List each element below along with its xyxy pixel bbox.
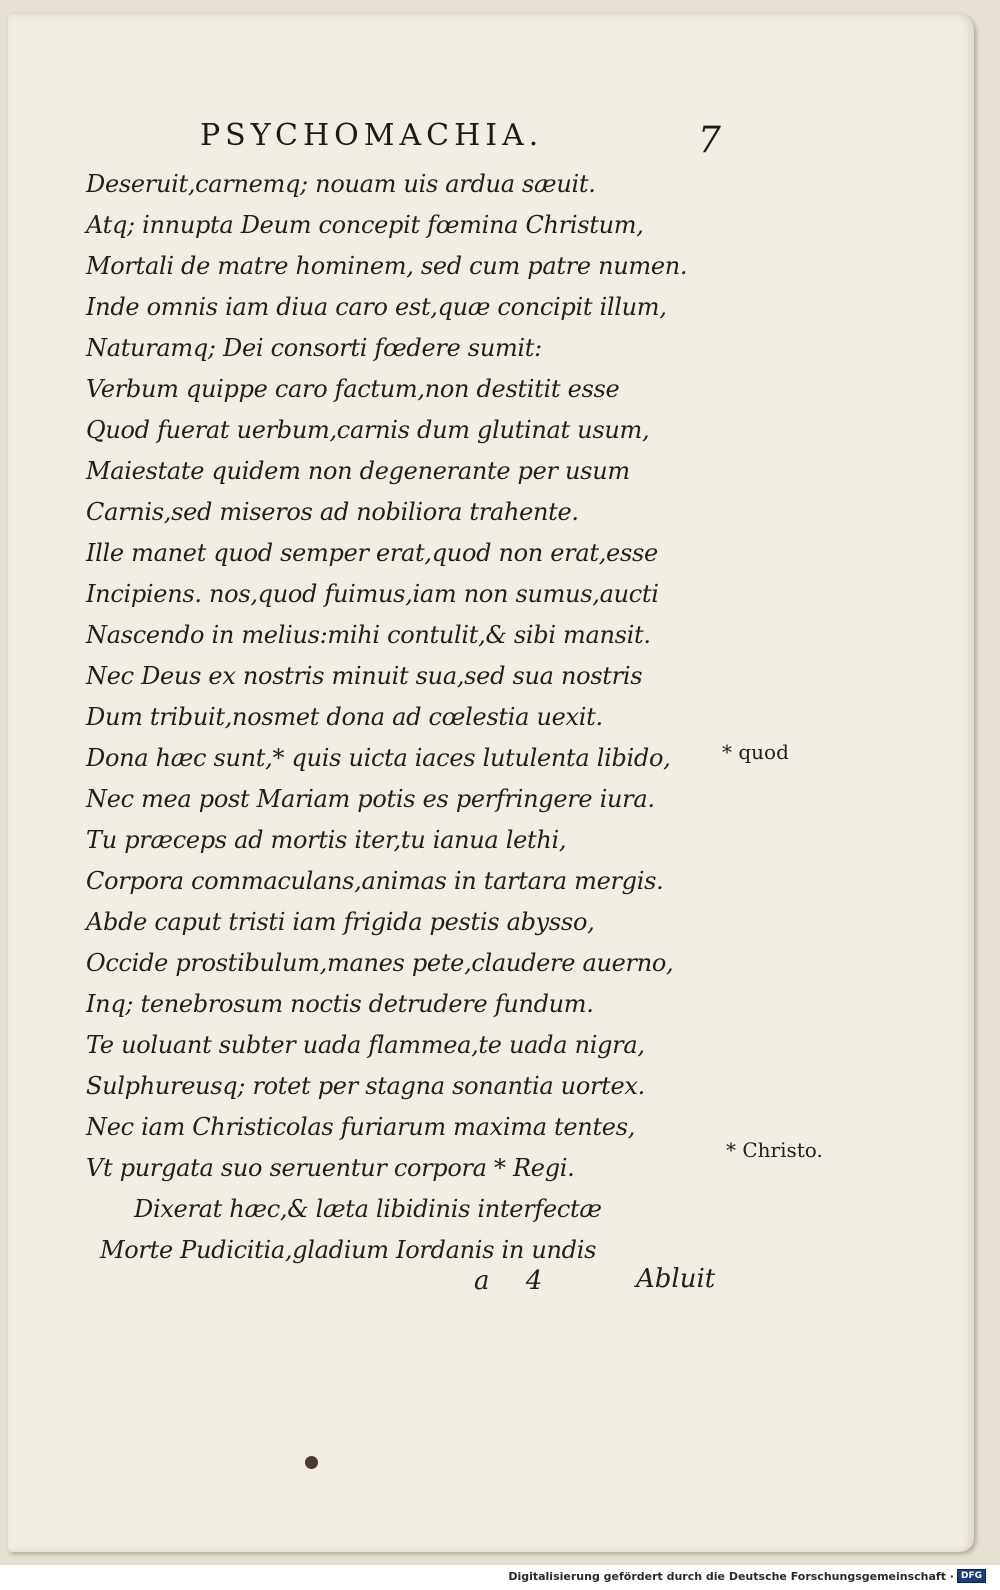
text-line: Deseruit,carnemq; nouam uis ardua sæuit.: [86, 170, 596, 198]
text-line: Nec mea post Mariam potis es perfringere iura.: [86, 785, 655, 813]
text-line: Dona hæc sunt,* quis uicta iaces lutulenta libido,: [86, 744, 671, 772]
catchword: Abluit: [636, 1264, 716, 1294]
poem-text: [86, 164, 726, 1271]
text-line: Sulphureusq; rotet per stagna sonantia uortex.: [86, 1072, 645, 1100]
footer-credit: Digitalisierung gefördert durch die Deutsche Forschungsgemeinschaft ·: [508, 1569, 954, 1583]
margin-note: * Christo.: [726, 1138, 823, 1162]
text-line: Occide prostibulum,manes pete,claudere auerno,: [86, 949, 674, 977]
text-line: Inde omnis iam diua caro est,quæ concipit illum,: [86, 293, 667, 321]
text-line: Maiestate quidem non degenerante per usum: [86, 457, 630, 485]
text-line: Dixerat hæc,& læta libidinis interfectæ: [134, 1195, 602, 1223]
text-line: Morte Pudicitia,gladium Iordanis in undis: [100, 1236, 597, 1264]
text-line: Vt purgata suo seruentur corpora * Regi.: [86, 1154, 575, 1182]
digitization-footer: [508, 1569, 986, 1583]
text-line: Corpora commaculans,animas in tartara mergis.: [86, 867, 664, 895]
text-line: Dum tribuit,nosmet dona ad cœlestia uexit.: [86, 703, 603, 731]
text-line: Nascendo in melius:mihi contulit,& sibi mansit.: [86, 621, 651, 649]
text-line: Tu præceps ad mortis iter,tu ianua lethi,: [86, 826, 567, 854]
text-line: Naturamq; Dei consorti fœdere sumit:: [86, 334, 542, 362]
text-line: Verbum quippe caro factum,non destitit esse: [86, 375, 620, 403]
text-line: Abde caput tristi iam frigida pestis abysso,: [86, 908, 595, 936]
text-line: Nec Deus ex nostris minuit sua,sed sua nostris: [86, 662, 643, 690]
text-line: Nec iam Christicolas furiarum maxima tentes,: [86, 1113, 636, 1141]
text-line: Inq; tenebrosum noctis detrudere fundum.: [86, 990, 594, 1018]
text-line: Te uoluant subter uada flammea,te uada nigra,: [86, 1031, 645, 1059]
text-line: Mortali de matre hominem, sed cum patre numen.: [86, 252, 688, 280]
text-line: Incipiens. nos,quod fuimus,iam non sumus,aucti: [86, 580, 659, 608]
text-line: Ille manet quod semper erat,quod non erat,esse: [86, 539, 658, 567]
dfg-logo: DFG: [957, 1569, 986, 1583]
signature-mark: a 4: [474, 1266, 557, 1296]
text-line: Carnis,sed miseros ad nobiliora trahente.: [86, 498, 579, 526]
page-number: 7: [698, 120, 721, 161]
text-line: Atq; innupta Deum concepit fœmina Christum,: [86, 211, 644, 239]
running-title: PSYCHOMACHIA.: [200, 118, 544, 153]
ink-spot: [305, 1456, 318, 1469]
text-line: Quod fuerat uerbum,carnis dum glutinat usum,: [86, 416, 650, 444]
margin-note: * quod: [722, 740, 789, 764]
